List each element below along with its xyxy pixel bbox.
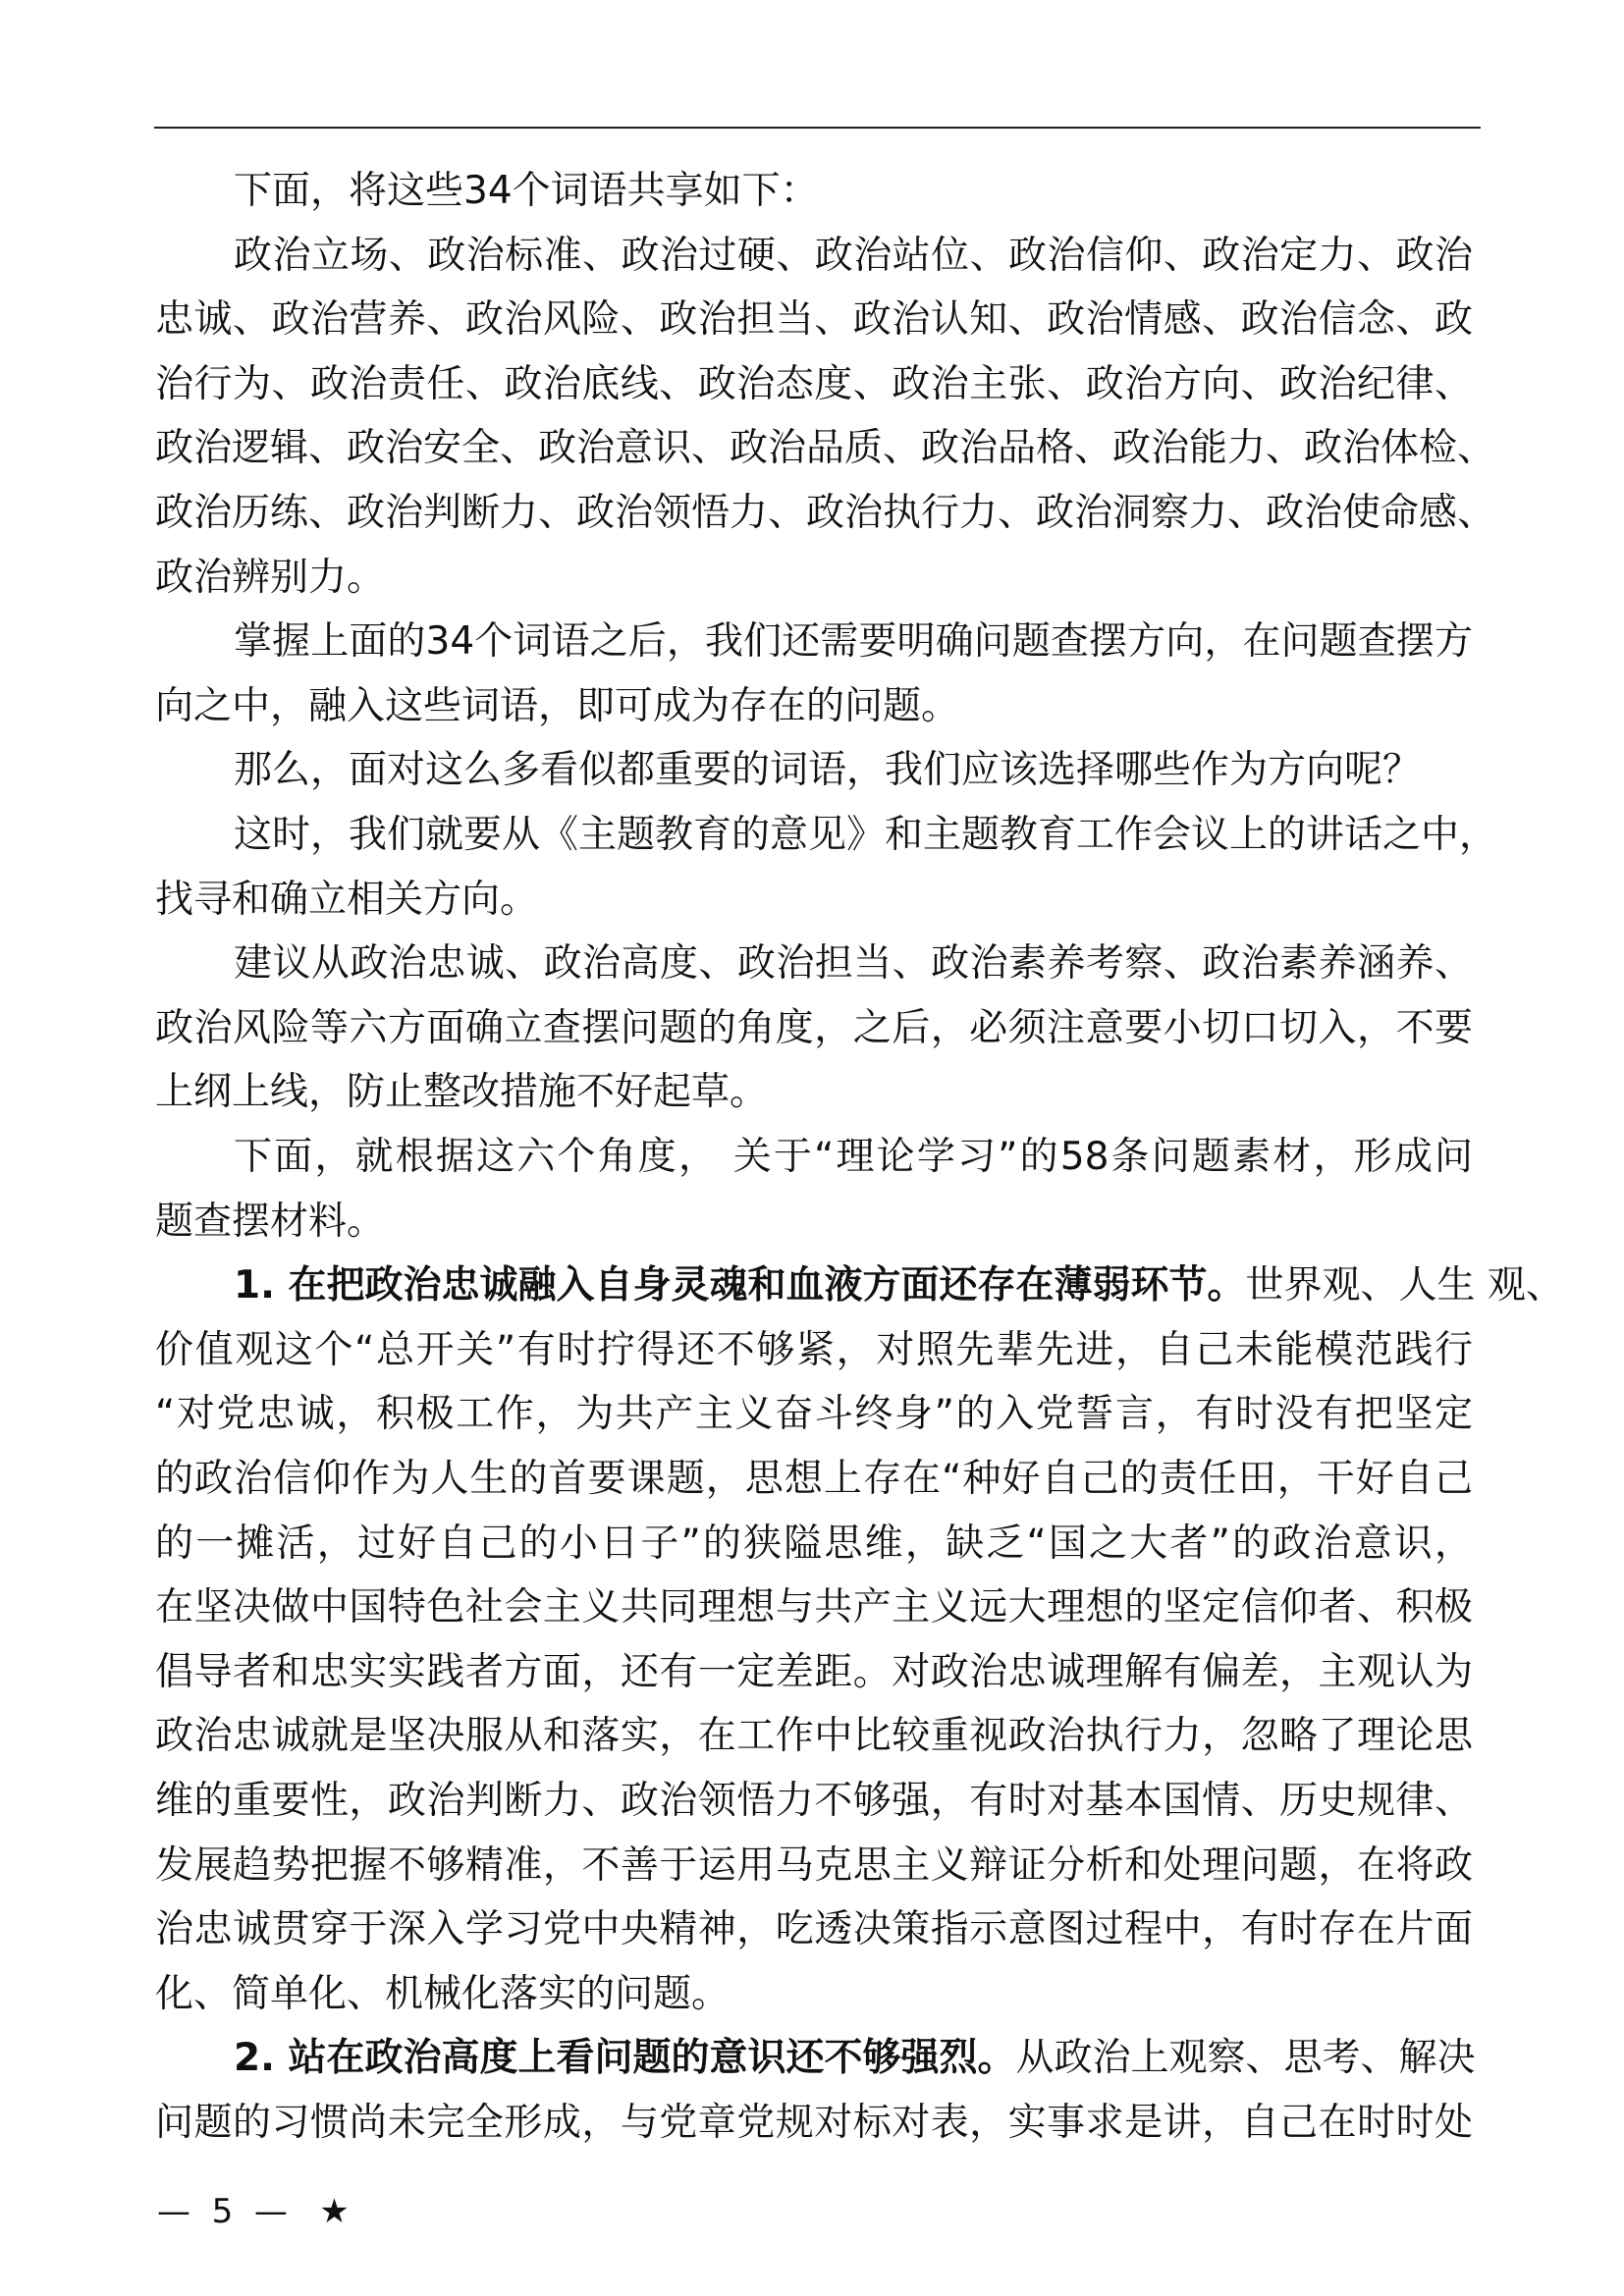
text-line <box>234 1260 1564 1311</box>
line-text: 政治逻辑、政治安全、政治意识、政治品质、政治品格、政治能力、政治体检、 <box>155 426 1496 471</box>
text-line <box>234 810 1498 861</box>
header-rule <box>154 127 1481 129</box>
line-text: 政治忠诚就是坚决服从和落实，在工作中比较重视政治执行力，忽略了理论思 <box>155 1714 1473 1759</box>
line-text: 建议从政治忠诚、政治高度、政治担当、政治素养考察、政治素养涵养、 <box>234 941 1473 987</box>
line-text: 政治辨别力。 <box>155 555 386 600</box>
line-text: 问题的习惯尚未完全形成，与党章党规对标对表，实事求是讲，自己在时时处 <box>155 2101 1473 2145</box>
text-line <box>234 231 1473 282</box>
text-line <box>234 616 1473 667</box>
line-text: 题查摆材料。 <box>155 1199 386 1244</box>
text-line <box>155 1325 1473 1376</box>
text-line <box>155 875 1473 926</box>
text-line <box>155 1454 1473 1505</box>
line-text: 政治风险等六方面确立查摆问题的角度，之后，必须注意要小切口切入，不要 <box>155 1005 1473 1050</box>
line-text: 治忠诚贯穿于深入学习党中央精神，吃透决策指示意图过程中，有时存在片面 <box>155 1907 1473 1952</box>
line-text: 从政治上观察、思考、解决 <box>1015 2036 1476 2081</box>
line-text: 治行为、政治责任、政治底线、政治态度、政治主张、政治方向、政治纪律、 <box>155 361 1473 406</box>
text-line <box>234 1132 1473 1183</box>
line-text: 这时，我们就要从《主题教育的意见》和主题教育工作会议上的讲话之中， <box>234 813 1498 857</box>
line-text: 的一摊活，过好自己的小日子”的狭隘思维，缺乏“国之大者”的政治意识， <box>155 1521 1473 1566</box>
line-text: 政治历练、政治判断力、政治领悟力、政治执行力、政治洞察力、政治使命感、 <box>155 491 1496 535</box>
text-line <box>234 2033 1476 2084</box>
text-line <box>155 681 1473 732</box>
line-text: 维的重要性，政治判断力、政治领悟力不够强，有时对基本国情、历史规律、 <box>155 1779 1473 1823</box>
line-text: 世界观、人生 观、 <box>1245 1263 1564 1308</box>
text-line <box>155 1841 1473 1892</box>
line-text: “对党忠诚，积极工作，为共产主义奋斗终身”的入党誓言，有时没有把坚定 <box>155 1392 1473 1437</box>
text-line <box>155 488 1496 539</box>
text-line <box>155 1647 1473 1698</box>
text-line <box>234 745 1473 796</box>
line-text: 下面，就根据这六个角度， 关于“理论学习”的58条问题素材，形成问 <box>234 1135 1473 1179</box>
text-line <box>155 1389 1473 1440</box>
text-line <box>155 1904 1473 1955</box>
text-line <box>155 1003 1473 1054</box>
text-line <box>155 1067 1473 1118</box>
line-text: 倡导者和忠实实践者方面，还有一定差距。对政治忠诚理解有偏差，主观认为 <box>155 1649 1473 1694</box>
text-line <box>155 553 1473 604</box>
section-heading: 2. 站在政治高度上看问题的意识还不够强烈。 <box>234 2036 1016 2081</box>
text-line <box>234 166 1473 217</box>
line-text: 掌握上面的34个词语之后，我们还需要明确问题查摆方向，在问题查摆方 <box>234 619 1473 665</box>
line-text: 下面，将这些34个词语共享如下： <box>234 169 819 213</box>
text-line <box>155 423 1496 474</box>
text-line <box>155 1582 1473 1633</box>
line-text: 发展趋势把握不够精准，不善于运用马克思主义辩证分析和处理问题，在将政 <box>155 1842 1473 1888</box>
line-text: 找寻和确立相关方向。 <box>155 877 539 922</box>
line-text: 向之中，融入这些词语，即可成为存在的问题。 <box>155 683 960 728</box>
text-line <box>155 359 1473 410</box>
line-text: 那么，面对这么多看似都重要的词语，我们应该选择哪些作为方向呢？ <box>234 748 1422 793</box>
text-line <box>155 1776 1473 1827</box>
page-number-footer: — 5 — ★ <box>157 2192 350 2231</box>
line-text: 忠诚、政治营养、政治风险、政治担当、政治认知、政治情感、政治信念、政 <box>155 297 1473 343</box>
line-text: 化、简单化、机械化落实的问题。 <box>155 1971 731 2016</box>
text-line <box>155 294 1473 346</box>
text-line <box>234 938 1473 989</box>
line-text: 的政治信仰作为人生的首要课题，思想上存在“种好自己的责任田，干好自己 <box>155 1457 1473 1501</box>
text-line <box>155 1197 1473 1248</box>
line-text: 在坚决做中国特色社会主义共同理想与共产主义远大理想的坚定信仰者、积极 <box>155 1585 1473 1630</box>
section-heading: 1. 在把政治忠诚融入自身灵魂和血液方面还存在薄弱环节。 <box>234 1263 1246 1308</box>
text-line <box>155 1711 1473 1762</box>
line-text: 上纲上线，防止整改措施不好起草。 <box>155 1070 769 1115</box>
line-text: 政治立场、政治标准、政治过硬、政治站位、政治信仰、政治定力、政治 <box>234 233 1473 278</box>
text-line <box>155 1519 1473 1570</box>
text-line <box>155 2098 1473 2149</box>
text-line <box>155 1969 1473 2020</box>
line-text: 价值观这个“总开关”有时拧得还不够紧，对照先辈先进，自己未能模范践行 <box>155 1327 1473 1372</box>
